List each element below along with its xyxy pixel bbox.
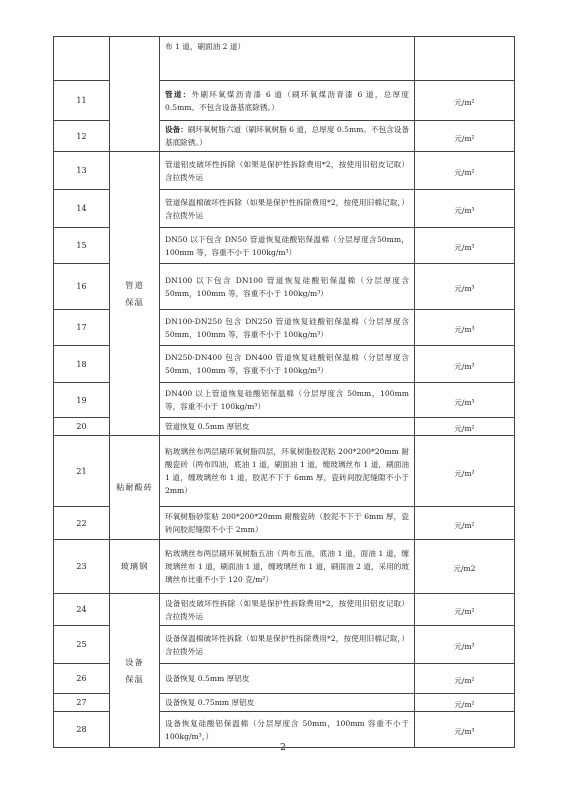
- row-number: 21: [54, 436, 110, 507]
- row-unit: 元/m³: [415, 190, 515, 228]
- desc-prefix: 管道：: [165, 89, 192, 99]
- row-number: 17: [54, 310, 110, 346]
- row-number: 18: [54, 346, 110, 383]
- row-description: 设备恢复 0.5mm 厚铝皮: [160, 664, 415, 694]
- page-number: 2: [280, 743, 286, 753]
- table-row: [54, 594, 515, 626]
- row-description: 粘玻璃丝布两层刷环氧树脂四层，环氧树脂胶泥粘 200*200*20mm 耐酸瓷砖（两布四油，底油 1 道，刷面油 1 道，缠玻璃丝布 1 道，刷面油 1 道，缠玻璃丝布 1 道，胶泥不下于 6mm 厚，瓷砖间胶泥缝隙不小于 2mm）: [160, 436, 415, 507]
- row-description: DN400 以上管道恢复硅酸铝保温棉（分层厚度含 50mm，100mm 等，容重不小于 100kg/m³）: [160, 383, 415, 418]
- row-description: 管道保温棉破坏性拆除（如果是保护性拆除费用*2，按使用旧棉记取，）含拉拨外运: [160, 190, 415, 228]
- row-unit: 元/m²: [415, 436, 515, 507]
- row-unit: 元/m²: [415, 507, 515, 540]
- row-description: 粘玻璃丝布两层刷环氧树脂五油（两布五油，底油 1 道，面油 1 道，缠玻璃丝布 1 道，刷面油 1 道，缠玻璃丝布 1 道，刷面油 2 道，采用的玻璃丝布比重不小于 120 克/m²）: [160, 540, 415, 594]
- row-unit: 元/m²: [415, 121, 515, 152]
- desc-text: 外刷环氧煤沥青漆 6 道（刷环氧煤沥青漆 6 道，总厚度 0.5mm。不包含设备基底除锈。）: [165, 89, 409, 112]
- table-row: [54, 152, 515, 190]
- row-unit: 元/m²: [415, 664, 515, 694]
- row-description: 设备铝皮破坏性拆除（如果是保护性拆除费用*2，按使用旧铝皮记取）含拉拨外运: [160, 594, 415, 626]
- row-unit: 元/m2: [415, 540, 515, 594]
- category-cell: [110, 37, 160, 152]
- row-number: 23: [54, 540, 110, 594]
- row-number: 16: [54, 264, 110, 310]
- row-description: DN100-DN250 包含 DN250 管道恢复硅酸铝保温棉（分层厚度含 50mm，100mm 等，容重不小于 100kg/m³）: [160, 310, 415, 346]
- category-pipe-insulation: 管道 保温: [110, 152, 160, 436]
- row-number: 24: [54, 594, 110, 626]
- table-row: [54, 37, 515, 81]
- row-unit: 元/m²: [415, 418, 515, 436]
- row-description: 设备恢复硅酸铝保温棉（分层厚度含 50mm，100mm 容重不小于 100kg/m³，）: [160, 712, 415, 748]
- row-description: 布 1 道，刷面油 2 道）: [160, 37, 415, 81]
- row-unit: [415, 37, 515, 81]
- row-description: 环氧树脂砂浆粘 200*200*20mm 耐酸瓷砖（胶泥不下于 6mm 厚，瓷砖间胶泥缝隙不小于 2mm）: [160, 507, 415, 540]
- row-number: 20: [54, 418, 110, 436]
- row-description: DN250-DN400 包含 DN400 管道恢复硅酸铝保温棉（分层厚度含 50mm，100mm 等，容重不小于 100kg/m³）: [160, 346, 415, 383]
- row-unit: 元/m³: [415, 712, 515, 748]
- desc-text: 刷环氧树脂六道（刷环氧树脂 6 道，总厚度 0.5mm。不包含设备基底除锈。）: [165, 125, 409, 147]
- desc-prefix: 设备：: [165, 125, 188, 134]
- row-description: 设备恢复 0.75mm 厚铝皮: [160, 694, 415, 712]
- row-number: 22: [54, 507, 110, 540]
- category-frp: 玻璃钢: [110, 540, 160, 594]
- row-unit: 元/m³: [415, 626, 515, 664]
- row-description: DN100 以下包含 DN100 管道恢复硅酸铝保温棉（分层厚度含50mm，100mm 等，容重不小于 100kg/m³）: [160, 264, 415, 310]
- row-number: 12: [54, 121, 110, 152]
- row-number: 26: [54, 664, 110, 694]
- row-description: DN50 以下包含 DN50 管道恢复硅酸铝保温棉（分层厚度含50mm，100mm 等，容重不小于 100kg/m³）: [160, 228, 415, 264]
- row-unit: 元/m³: [415, 346, 515, 383]
- row-description: [160, 121, 415, 152]
- row-number: 15: [54, 228, 110, 264]
- row-number: 11: [54, 81, 110, 121]
- row-number: 27: [54, 694, 110, 712]
- table-row: [54, 436, 515, 507]
- row-unit: 元/m³: [415, 310, 515, 346]
- row-unit: 元/m³: [415, 264, 515, 310]
- row-number: 14: [54, 190, 110, 228]
- row-description: 管道铝皮破坏性拆除（如果是保护性拆除费用*2，按使用旧铝皮记取）含拉拨外运: [160, 152, 415, 190]
- row-number: [54, 37, 110, 81]
- row-description: 设备保温棉破坏性拆除（如果是保护性拆除费用*2，按使用旧棉记取，）含拉拨外运: [160, 626, 415, 664]
- category-equipment-insulation: 设备 保温: [110, 594, 160, 748]
- row-unit: 元/m³: [415, 228, 515, 264]
- row-unit: 元/m²: [415, 81, 515, 121]
- row-number: 13: [54, 152, 110, 190]
- table-row: [54, 540, 515, 594]
- row-description: 管道恢复 0.5mm 厚铝皮: [160, 418, 415, 436]
- row-number: 19: [54, 383, 110, 418]
- row-number: 28: [54, 712, 110, 748]
- category-acid-tile: 粘耐酸砖: [110, 436, 160, 540]
- row-description: [160, 81, 415, 121]
- row-number: 25: [54, 626, 110, 664]
- row-unit: 元/m³: [415, 383, 515, 418]
- price-table: [53, 36, 515, 748]
- row-unit: 元/m²: [415, 694, 515, 712]
- row-unit: 元/m²: [415, 594, 515, 626]
- row-unit: 元/m²: [415, 152, 515, 190]
